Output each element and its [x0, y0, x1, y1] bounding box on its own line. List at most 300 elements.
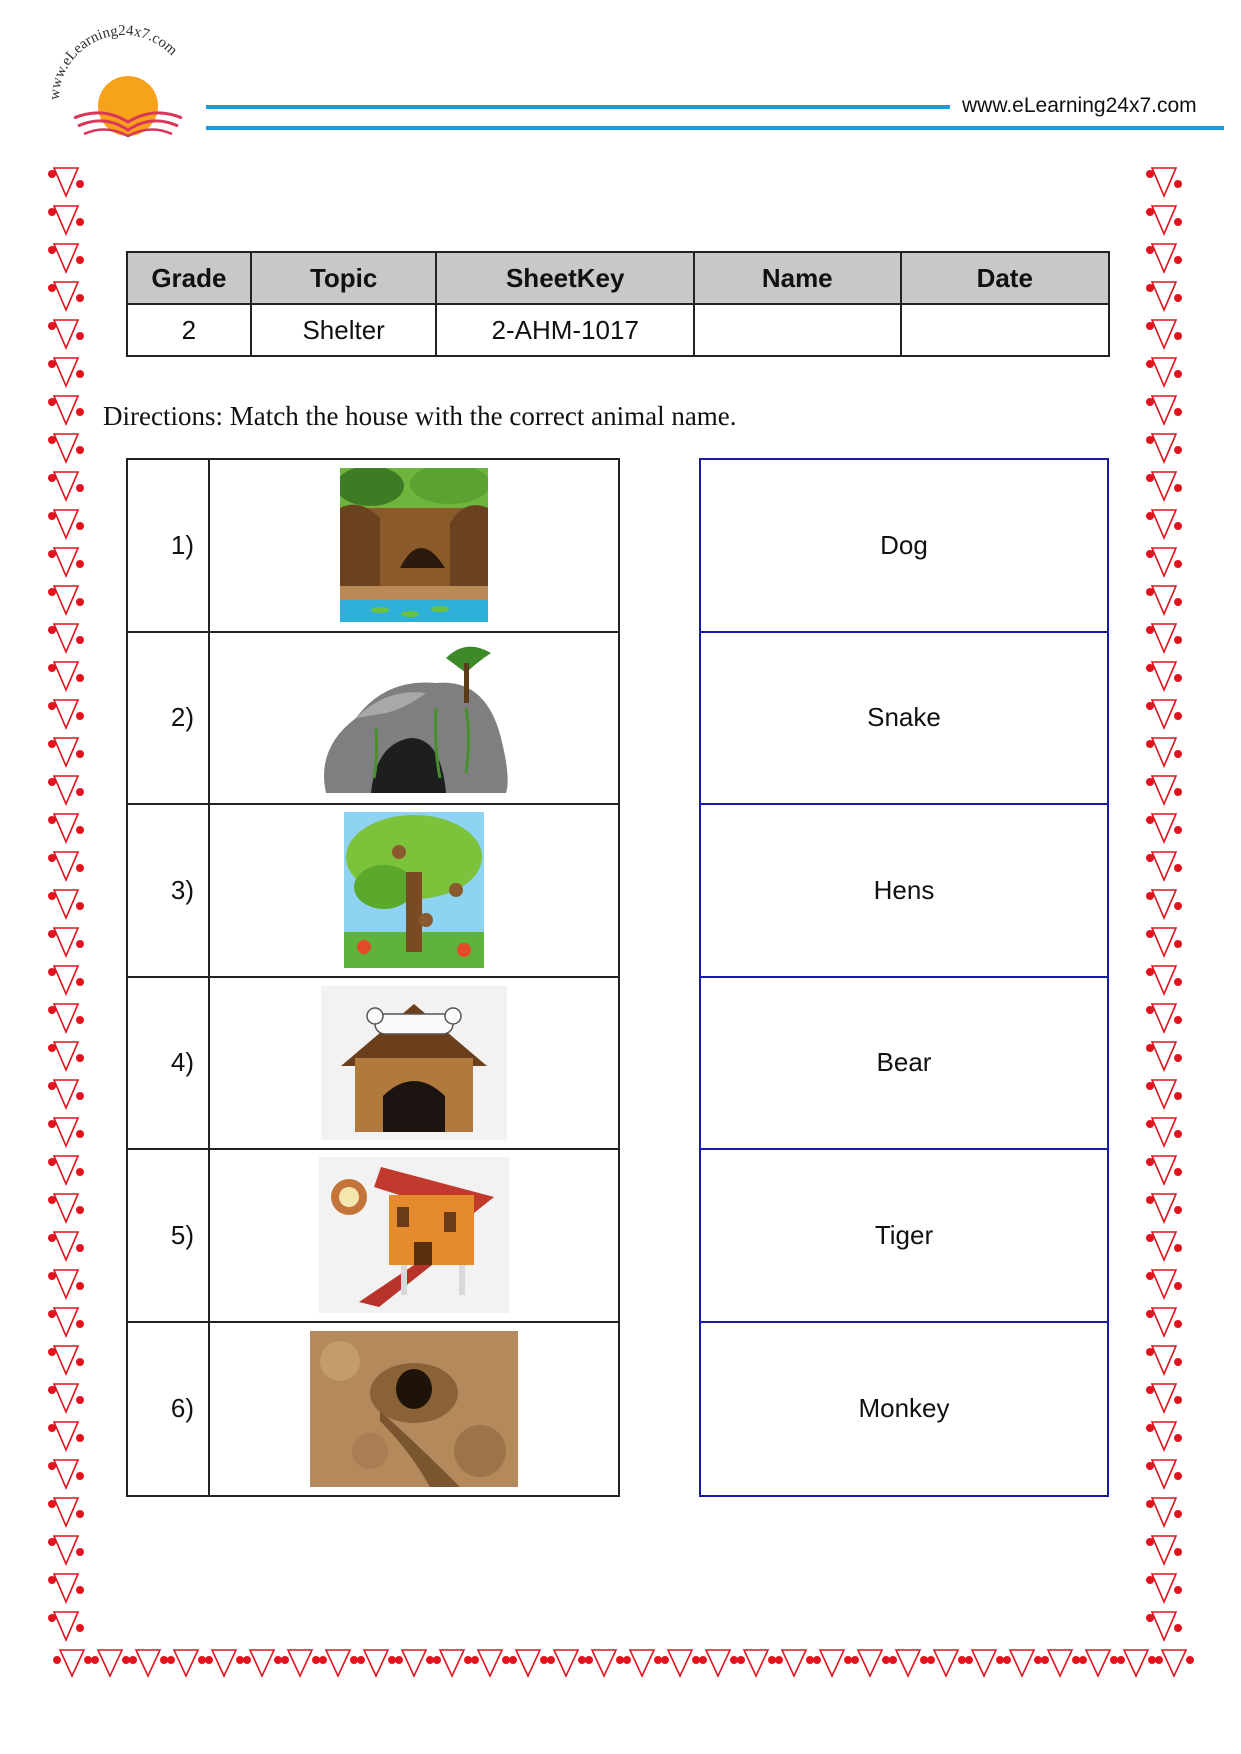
- border-dot: [48, 778, 56, 786]
- animal-name-box[interactable]: Hens: [701, 805, 1107, 978]
- border-dot: [1079, 1656, 1087, 1664]
- border-dot: [1174, 1054, 1182, 1062]
- border-dot: [1174, 370, 1182, 378]
- border-triangle: [54, 776, 78, 804]
- border-triangle: [1152, 396, 1176, 424]
- border-triangle: [326, 1650, 350, 1676]
- border-dot: [53, 1656, 61, 1664]
- border-triangle: [1152, 1574, 1176, 1602]
- border-dot: [1155, 1656, 1163, 1664]
- border-dot: [1174, 1244, 1182, 1252]
- border-dot: [76, 1624, 84, 1632]
- border-triangle: [212, 1650, 236, 1676]
- border-dot: [205, 1656, 213, 1664]
- animal-name-box[interactable]: Dog: [701, 460, 1107, 633]
- border-dot: [48, 436, 56, 444]
- border-triangle: [1152, 1422, 1176, 1450]
- border-dot: [76, 750, 84, 758]
- border-dot: [1146, 284, 1154, 292]
- border-dot: [48, 246, 56, 254]
- border-dot: [76, 1434, 84, 1442]
- border-triangle: [54, 852, 78, 880]
- house-number: 4): [128, 978, 210, 1149]
- rock-cave-image: [316, 638, 512, 798]
- info-header-row: [127, 252, 1109, 304]
- border-triangle: [744, 1650, 768, 1676]
- border-dot: [1146, 360, 1154, 368]
- border-dot: [1146, 1348, 1154, 1356]
- border-dot: [1174, 522, 1182, 530]
- border-dot: [958, 1656, 966, 1664]
- border-dot: [48, 930, 56, 938]
- border-triangle: [1152, 1346, 1176, 1374]
- border-dot: [48, 702, 56, 710]
- border-triangle: [54, 700, 78, 728]
- sheetkey-value: 2-AHM-1017: [436, 304, 694, 356]
- house-number: 2): [128, 633, 210, 804]
- border-dot: [76, 978, 84, 986]
- border-triangle: [1152, 244, 1176, 272]
- border-dot: [1146, 1386, 1154, 1394]
- border-dot: [48, 284, 56, 292]
- border-triangle: [98, 1650, 122, 1676]
- border-dot: [76, 256, 84, 264]
- house-number: 5): [128, 1150, 210, 1321]
- border-dot: [1146, 1196, 1154, 1204]
- swamp-cave-image: [340, 468, 488, 622]
- border-dot: [48, 322, 56, 330]
- border-dot: [1174, 484, 1182, 492]
- burrow-hole-image: [310, 1331, 518, 1487]
- header-rule-top: [206, 105, 950, 109]
- border-triangle: [1152, 1270, 1176, 1298]
- border-triangle: [1152, 1118, 1176, 1146]
- border-dot: [48, 1044, 56, 1052]
- border-triangle: [1152, 1384, 1176, 1412]
- border-triangle: [174, 1650, 198, 1676]
- border-dot: [76, 560, 84, 568]
- border-dot: [1146, 170, 1154, 178]
- border-dot: [76, 332, 84, 340]
- border-dot: [48, 968, 56, 976]
- border-triangle: [54, 1574, 78, 1602]
- border-triangle: [54, 358, 78, 386]
- border-triangle: [54, 586, 78, 614]
- border-dot: [274, 1656, 282, 1664]
- border-triangle: [1152, 966, 1176, 994]
- border-triangle: [1152, 1194, 1176, 1222]
- border-dot: [1146, 1158, 1154, 1166]
- border-dot: [129, 1656, 137, 1664]
- border-dot: [730, 1656, 738, 1664]
- border-dot: [48, 740, 56, 748]
- border-dot: [48, 512, 56, 520]
- house-image-cell: [210, 1323, 618, 1496]
- border-dot: [76, 826, 84, 834]
- border-dot: [1174, 1092, 1182, 1100]
- name-field[interactable]: [694, 304, 901, 356]
- border-dot: [1174, 636, 1182, 644]
- border-dot: [48, 854, 56, 862]
- border-dot: [76, 1016, 84, 1024]
- border-triangle: [1086, 1650, 1110, 1676]
- border-triangle: [54, 1612, 78, 1640]
- border-dot: [48, 1348, 56, 1356]
- border-dot: [76, 712, 84, 720]
- border-triangle: [1152, 738, 1176, 766]
- border-dot: [48, 1424, 56, 1432]
- border-triangle: [54, 434, 78, 462]
- animal-name-box[interactable]: Tiger: [701, 1150, 1107, 1323]
- border-dot: [48, 1196, 56, 1204]
- border-dot: [1146, 1234, 1154, 1242]
- border-triangle: [54, 624, 78, 652]
- border-triangle: [54, 1232, 78, 1260]
- border-dot: [585, 1656, 593, 1664]
- border-dot: [813, 1656, 821, 1664]
- border-triangle: [54, 928, 78, 956]
- border-dot: [1174, 1548, 1182, 1556]
- border-dot: [48, 664, 56, 672]
- border-dot: [1174, 1168, 1182, 1176]
- border-dot: [76, 788, 84, 796]
- border-dot: [76, 1472, 84, 1480]
- border-dot: [48, 1614, 56, 1622]
- border-dot: [76, 1206, 84, 1214]
- border-dot: [1174, 978, 1182, 986]
- border-dot: [1174, 1130, 1182, 1138]
- border-dot: [851, 1656, 859, 1664]
- border-dot: [1146, 778, 1154, 786]
- border-dot: [76, 1054, 84, 1062]
- border-triangle: [54, 548, 78, 576]
- border-dot: [76, 674, 84, 682]
- border-triangle: [1048, 1650, 1072, 1676]
- border-dot: [76, 294, 84, 302]
- border-dot: [1146, 436, 1154, 444]
- border-dot: [1146, 1614, 1154, 1622]
- border-dot: [76, 370, 84, 378]
- border-dot: [48, 1272, 56, 1280]
- border-dot: [1146, 208, 1154, 216]
- border-triangle: [54, 1080, 78, 1108]
- border-dot: [48, 588, 56, 596]
- border-triangle: [54, 1536, 78, 1564]
- border-triangle: [54, 244, 78, 272]
- border-dot: [996, 1656, 1004, 1664]
- border-triangle: [1152, 472, 1176, 500]
- house-image-cell: [210, 805, 618, 976]
- border-dot: [1174, 712, 1182, 720]
- border-triangle: [54, 738, 78, 766]
- border-dot: [1174, 788, 1182, 796]
- border-dot: [84, 1656, 92, 1664]
- border-dot: [1117, 1656, 1125, 1664]
- animal-name-box[interactable]: Bear: [701, 978, 1107, 1151]
- border-triangle: [1152, 434, 1176, 462]
- sheetkey-header: SheetKey: [436, 252, 694, 304]
- hen-house-image: [319, 1157, 509, 1313]
- border-dot: [1174, 218, 1182, 226]
- house-row: [128, 805, 618, 978]
- border-dot: [1041, 1656, 1049, 1664]
- border-dot: [1174, 332, 1182, 340]
- border-dot: [1174, 864, 1182, 872]
- border-dot: [1146, 588, 1154, 596]
- border-dot: [160, 1656, 168, 1664]
- border-dot: [48, 816, 56, 824]
- border-dot: [48, 1500, 56, 1508]
- border-dot: [48, 1576, 56, 1584]
- border-triangle: [54, 1270, 78, 1298]
- elearning-logo: [44, 22, 214, 152]
- border-dot: [1146, 854, 1154, 862]
- border-dot: [76, 1168, 84, 1176]
- border-dot: [395, 1656, 403, 1664]
- border-dot: [775, 1656, 783, 1664]
- border-triangle: [1152, 1080, 1176, 1108]
- border-dot: [1146, 1576, 1154, 1584]
- border-triangle: [1152, 1156, 1176, 1184]
- border-triangle: [1152, 814, 1176, 842]
- border-triangle: [554, 1650, 578, 1676]
- border-triangle: [54, 168, 78, 196]
- border-dot: [76, 446, 84, 454]
- border-dot: [48, 550, 56, 558]
- border-triangle: [592, 1650, 616, 1676]
- border-triangle: [478, 1650, 502, 1676]
- border-triangle: [364, 1650, 388, 1676]
- border-triangle: [54, 1422, 78, 1450]
- border-triangle: [1152, 320, 1176, 348]
- border-triangle: [630, 1650, 654, 1676]
- border-dot: [502, 1656, 510, 1664]
- border-dot: [357, 1656, 365, 1664]
- border-dot: [1072, 1656, 1080, 1664]
- border-triangle: [1152, 700, 1176, 728]
- border-dot: [1174, 1586, 1182, 1594]
- border-triangle: [250, 1650, 274, 1676]
- border-triangle: [782, 1650, 806, 1676]
- border-triangle: [136, 1650, 160, 1676]
- border-triangle: [54, 1308, 78, 1336]
- border-triangle: [54, 662, 78, 690]
- worksheet-info-table: [126, 251, 1110, 357]
- border-dot: [578, 1656, 586, 1664]
- house-row: [128, 978, 618, 1151]
- border-triangle: [1152, 358, 1176, 386]
- house-row: [128, 633, 618, 806]
- animal-name-box[interactable]: Snake: [701, 633, 1107, 806]
- border-triangle: [54, 1194, 78, 1222]
- border-triangle: [858, 1650, 882, 1676]
- border-triangle: [54, 1156, 78, 1184]
- directions-text: Directions: Match the house with the correct animal name.: [103, 401, 737, 431]
- border-dot: [661, 1656, 669, 1664]
- border-dot: [1174, 1206, 1182, 1214]
- border-dot: [426, 1656, 434, 1664]
- border-dot: [1174, 1320, 1182, 1328]
- border-dot: [1034, 1656, 1042, 1664]
- border-dot: [1174, 940, 1182, 948]
- grade-header: Grade: [127, 252, 251, 304]
- border-dot: [1174, 294, 1182, 302]
- border-dot: [1146, 1462, 1154, 1470]
- border-dot: [76, 864, 84, 872]
- border-dot: [889, 1656, 897, 1664]
- border-triangle: [1162, 1650, 1186, 1676]
- border-dot: [243, 1656, 251, 1664]
- border-dot: [1174, 598, 1182, 606]
- border-dot: [464, 1656, 472, 1664]
- border-dot: [1146, 1538, 1154, 1546]
- house-image-cell: [210, 633, 618, 804]
- border-dot: [654, 1656, 662, 1664]
- border-triangle: [54, 966, 78, 994]
- border-triangle: [1152, 776, 1176, 804]
- date-field[interactable]: [901, 304, 1110, 356]
- border-dot: [48, 626, 56, 634]
- border-triangle: [1124, 1650, 1148, 1676]
- border-triangle: [54, 472, 78, 500]
- border-triangle: [54, 1498, 78, 1526]
- border-triangle: [54, 510, 78, 538]
- border-dot: [76, 636, 84, 644]
- border-dot: [692, 1656, 700, 1664]
- border-dot: [76, 180, 84, 188]
- border-triangle: [1152, 1308, 1176, 1336]
- border-dot: [122, 1656, 130, 1664]
- border-triangle: [1152, 548, 1176, 576]
- border-dot: [76, 1586, 84, 1594]
- border-dot: [350, 1656, 358, 1664]
- border-dot: [623, 1656, 631, 1664]
- info-value-row: [127, 304, 1109, 356]
- house-number: 6): [128, 1323, 210, 1496]
- border-dot: [1146, 1006, 1154, 1014]
- border-dot: [76, 598, 84, 606]
- border-triangle: [1152, 1536, 1176, 1564]
- border-dot: [1174, 1510, 1182, 1518]
- logo-arc-text: www.eLearning24x7.com: [46, 22, 181, 101]
- border-triangle: [1152, 928, 1176, 956]
- border-dot: [1146, 1310, 1154, 1318]
- border-dot: [1110, 1656, 1118, 1664]
- border-dot: [281, 1656, 289, 1664]
- border-dot: [471, 1656, 479, 1664]
- border-triangle: [1152, 1042, 1176, 1070]
- header-rule-bottom: [206, 126, 1224, 130]
- border-dot: [844, 1656, 852, 1664]
- border-dot: [388, 1656, 396, 1664]
- border-triangle: [1152, 586, 1176, 614]
- border-triangle: [54, 1460, 78, 1488]
- tree-with-monkeys-image: [344, 812, 484, 968]
- border-dot: [1174, 1396, 1182, 1404]
- border-dot: [1174, 180, 1182, 188]
- border-dot: [76, 408, 84, 416]
- border-dot: [1148, 1656, 1156, 1664]
- site-url[interactable]: www.eLearning24x7.com: [962, 94, 1197, 117]
- border-dot: [167, 1656, 175, 1664]
- border-triangle: [1152, 1232, 1176, 1260]
- border-triangle: [896, 1650, 920, 1676]
- border-triangle: [54, 1118, 78, 1146]
- border-dot: [1174, 1624, 1182, 1632]
- border-dot: [1174, 750, 1182, 758]
- date-header: Date: [901, 252, 1110, 304]
- border-dot: [1146, 1272, 1154, 1280]
- border-triangle: [54, 890, 78, 918]
- border-triangle: [54, 1384, 78, 1412]
- house-image-cell: [210, 978, 618, 1149]
- border-dot: [1174, 256, 1182, 264]
- border-triangle: [706, 1650, 730, 1676]
- border-dot: [737, 1656, 745, 1664]
- border-dot: [76, 1244, 84, 1252]
- house-row: [128, 460, 618, 633]
- border-dot: [509, 1656, 517, 1664]
- border-triangle: [54, 206, 78, 234]
- border-dot: [1174, 1434, 1182, 1442]
- border-dot: [1146, 664, 1154, 672]
- border-dot: [48, 360, 56, 368]
- border-dot: [1146, 474, 1154, 482]
- border-triangle: [1010, 1650, 1034, 1676]
- border-dot: [76, 902, 84, 910]
- border-dot: [1174, 408, 1182, 416]
- border-dot: [48, 1310, 56, 1318]
- border-triangle: [1152, 890, 1176, 918]
- border-dot: [1186, 1656, 1194, 1664]
- border-dot: [433, 1656, 441, 1664]
- border-dot: [1174, 560, 1182, 568]
- border-triangle: [54, 1004, 78, 1032]
- house-image-cell: [210, 460, 618, 631]
- border-dot: [48, 1462, 56, 1470]
- border-triangle: [1152, 282, 1176, 310]
- border-triangle: [1152, 1460, 1176, 1488]
- house-table: [126, 458, 620, 1497]
- border-dot: [48, 474, 56, 482]
- house-number: 1): [128, 460, 210, 631]
- border-dot: [1146, 512, 1154, 520]
- border-dot: [312, 1656, 320, 1664]
- border-dot: [76, 1548, 84, 1556]
- border-dot: [1003, 1656, 1011, 1664]
- border-dot: [882, 1656, 890, 1664]
- border-dot: [76, 218, 84, 226]
- animal-name-box[interactable]: Monkey: [858, 1393, 950, 1424]
- border-dot: [616, 1656, 624, 1664]
- house-image-cell: [210, 1150, 618, 1321]
- border-triangle: [1152, 206, 1176, 234]
- border-dot: [76, 940, 84, 948]
- border-dot: [76, 1396, 84, 1404]
- border-dot: [1174, 446, 1182, 454]
- border-dot: [48, 1158, 56, 1166]
- border-dot: [1174, 1016, 1182, 1024]
- border-dot: [1146, 1082, 1154, 1090]
- border-dot: [48, 1234, 56, 1242]
- border-triangle: [1152, 624, 1176, 652]
- border-dot: [1174, 674, 1182, 682]
- border-dot: [48, 1120, 56, 1128]
- border-dot: [1146, 930, 1154, 938]
- border-triangle: [1152, 1004, 1176, 1032]
- border-dot: [48, 208, 56, 216]
- border-dot: [1146, 550, 1154, 558]
